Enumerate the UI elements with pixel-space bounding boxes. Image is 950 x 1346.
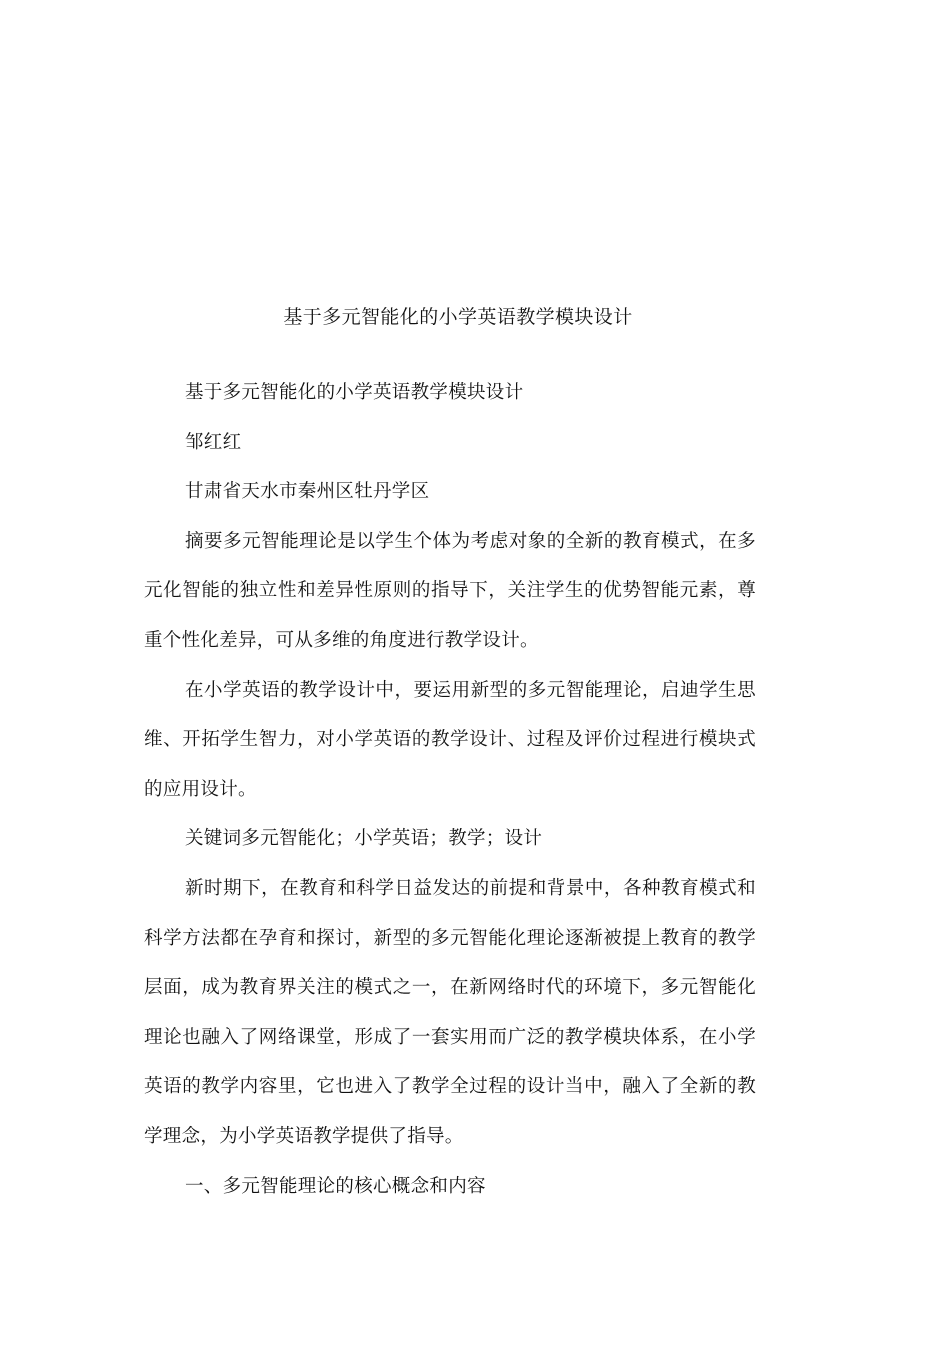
paragraph-introduction: 新时期下，在教育和科学日益发达的前提和背景中，各种教育模式和科学方法都在孕育和探讨，新型的多元智能化理论逐渐被提上教育的教学层面，成为教育界关注的模式之一，在新网络时代的环境下，多元智能化理论也融入了网络课堂，形成了一套实用而广泛的教学模块体系，在小学英语的教学内容里，它也进入了教学全过程的设计当中，融入了全新的教学理念，为小学英语教学提供了指导。 — [144, 877, 756, 1147]
document-body — [144, 368, 756, 1211]
paragraph-keywords: 关键词多元智能化；小学英语；教学；设计 — [185, 828, 543, 850]
section-heading: 一、多元智能理论的核心概念和内容 — [185, 1175, 486, 1197]
document-title: 基于多元智能化的小学英语教学模块设计 — [283, 306, 633, 328]
paragraph-abstract-continued: 在小学英语的教学设计中，要运用新型的多元智能理论，启迪学生思维、开拓学生智力，对小学英语的教学设计、过程及评价过程进行模块式的应用设计。 — [144, 679, 756, 800]
paragraph-author: 邹红红 — [185, 431, 242, 453]
paragraph-abstract: 摘要多元智能理论是以学生个体为考虑对象的全新的教育模式，在多元化智能的独立性和差异性原则的指导下，关注学生的优势智能元素，尊重个性化差异，可从多维的角度进行教学设计。 — [144, 530, 756, 651]
paragraph-subtitle: 基于多元智能化的小学英语教学模块设计 — [185, 382, 524, 403]
paragraph-affiliation: 甘肃省天水市秦州区牡丹学区 — [185, 481, 430, 503]
